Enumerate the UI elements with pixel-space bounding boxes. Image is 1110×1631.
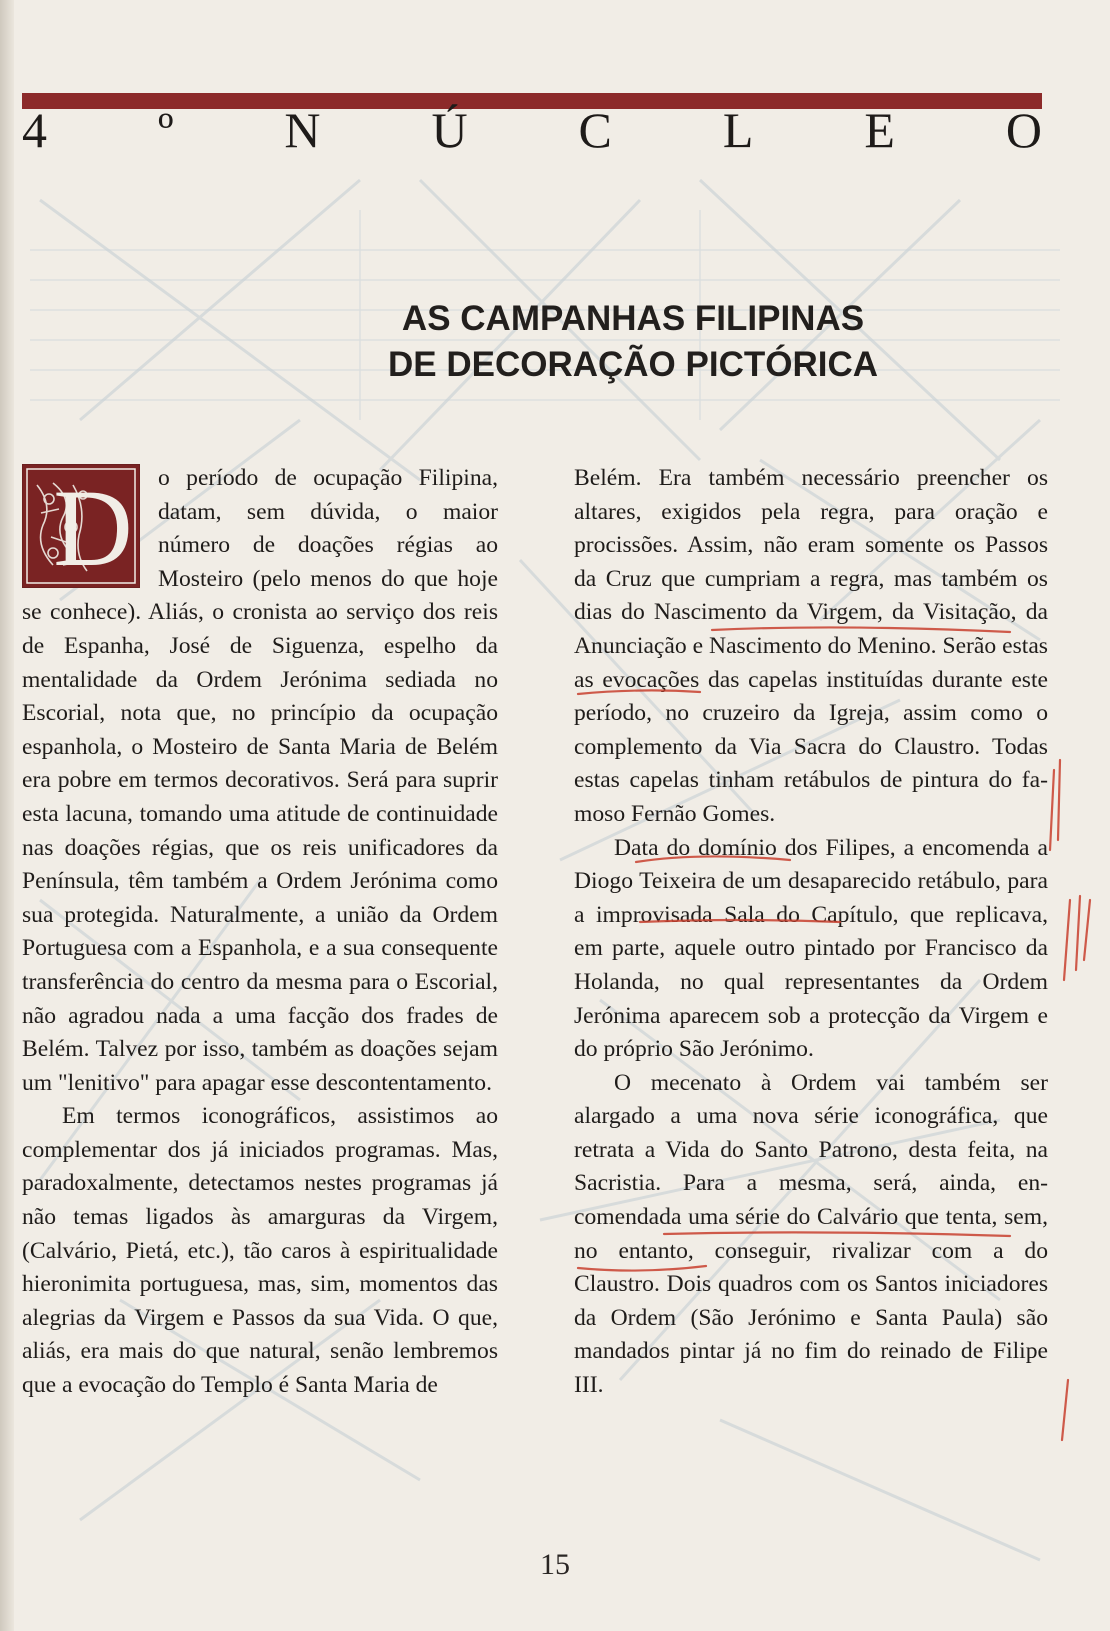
dropcap-ornament-icon <box>23 465 139 587</box>
header-letter: O <box>1005 102 1042 158</box>
title-line-1: AS CAMPANHAS FILIPINAS <box>401 299 865 338</box>
left-paragraph-2: Em termos iconográficos, assistimos ao complementar dos já iniciados programas. Mas, paradoxalmente, detectamos nestes programas já não temas ligados às amarguras da Virgem, (Calvário, Pietá, etc.), tão caros à espiritualidade hieronimita portuguesa, mas, sim, momentos das alegrias da Virgem e Passos da sua Vida. O que, aliás, era mais do que natural, senão lembremos que a evocação do Templo é Santa Maria de <box>22 1103 498 1399</box>
right-paragraph-3: O mecenato à Ordem vai também ser alargado a uma nova série iconográfica, que retrata a Vida do Santo Patrono, desta feita, na Sacristia. Para a mesma, será, ainda, encomendada uma série do Calvário que tenta, sem, no entanto, conseguir, rivalizar com a do Claustro. Dois quadros com os Santos iniciadores da Ordem (São Jerónimo e Santa Paula) são mandados pintar já no fim do reinado de Filipe III. <box>574 1069 1048 1399</box>
header-letter: Ú <box>431 102 468 158</box>
left-paragraph-1: o período de ocupação Filipina, datam, sem dúvida, o maior número de doações régias ao Mosteiro (pelo menos do que hoje se conhece). Aliás, o cronista ao serviço dos reis de Espanha, José de Siguenza, espelho da mentalidade da Ordem Jerónima sediada no Escorial, nota que, no princípio da ocupação espanhola, o Mosteiro de Santa Maria de Belém era pobre em termos decorativos. Será para suprir esta lacuna, tomando uma atitude de continuidade nas doações régias, que os reis unificadores da Península, têm também a Ordem Jerónima como sua protegida. Naturalmente, a união da Ordem Portuguesa com a Espanhola, e a sua consequente transferência do centro da mesma para o Escorial, não agradou nada a uma facção dos frades de Belém. Talvez por isso, também as doações sejam um "lenitivo" para apagar esse descontentamento. <box>22 465 498 1096</box>
dropcap-letter: D <box>53 467 133 587</box>
page-number: 15 <box>540 1548 570 1581</box>
header-letter: L <box>722 102 754 158</box>
right-column <box>574 462 1048 1403</box>
left-column <box>22 462 498 1403</box>
header-letter: N <box>284 102 321 158</box>
title-line-2: DE DECORAÇÃO PICTÓRICA <box>387 345 879 384</box>
chapter-header <box>22 100 1042 160</box>
header-letter: º <box>157 102 174 158</box>
header-letter: 4 <box>22 102 47 158</box>
header-letter: E <box>864 102 895 158</box>
header-letter: C <box>578 102 612 158</box>
right-paragraph-2: Data do domínio dos Filipes, a encomenda a Diogo Teixeira de um desaparecido retábulo, para a improvisada Sala do Capítulo, que replicava, em parte, aquele outro pintado por Francisco da Holanda, no qual representantes da Ordem Jerónima aparecem sob a protecção da Virgem e do próprio São Jerónimo. <box>574 834 1048 1063</box>
dropcap-illuminated-letter <box>22 464 140 588</box>
article-title <box>178 296 1088 388</box>
right-paragraph-1: Belém. Era também necessário preencher os altares, exigidos pela regra, para oração e procissões. Assim, não eram somente os Passos da Cruz que cumpriam a regra, mas também os dias do Nascimento da Virgem, da Visitação, da Anunciação e Nascimento do Menino. Serão estas as evocações das capelas instituídas durante este período, no cruzeiro da Igreja, assim como o complemento da Via Sacra do Claustro. Todas estas capelas tinham retábulos de pintura do famoso Fernão Gomes. <box>574 465 1048 827</box>
